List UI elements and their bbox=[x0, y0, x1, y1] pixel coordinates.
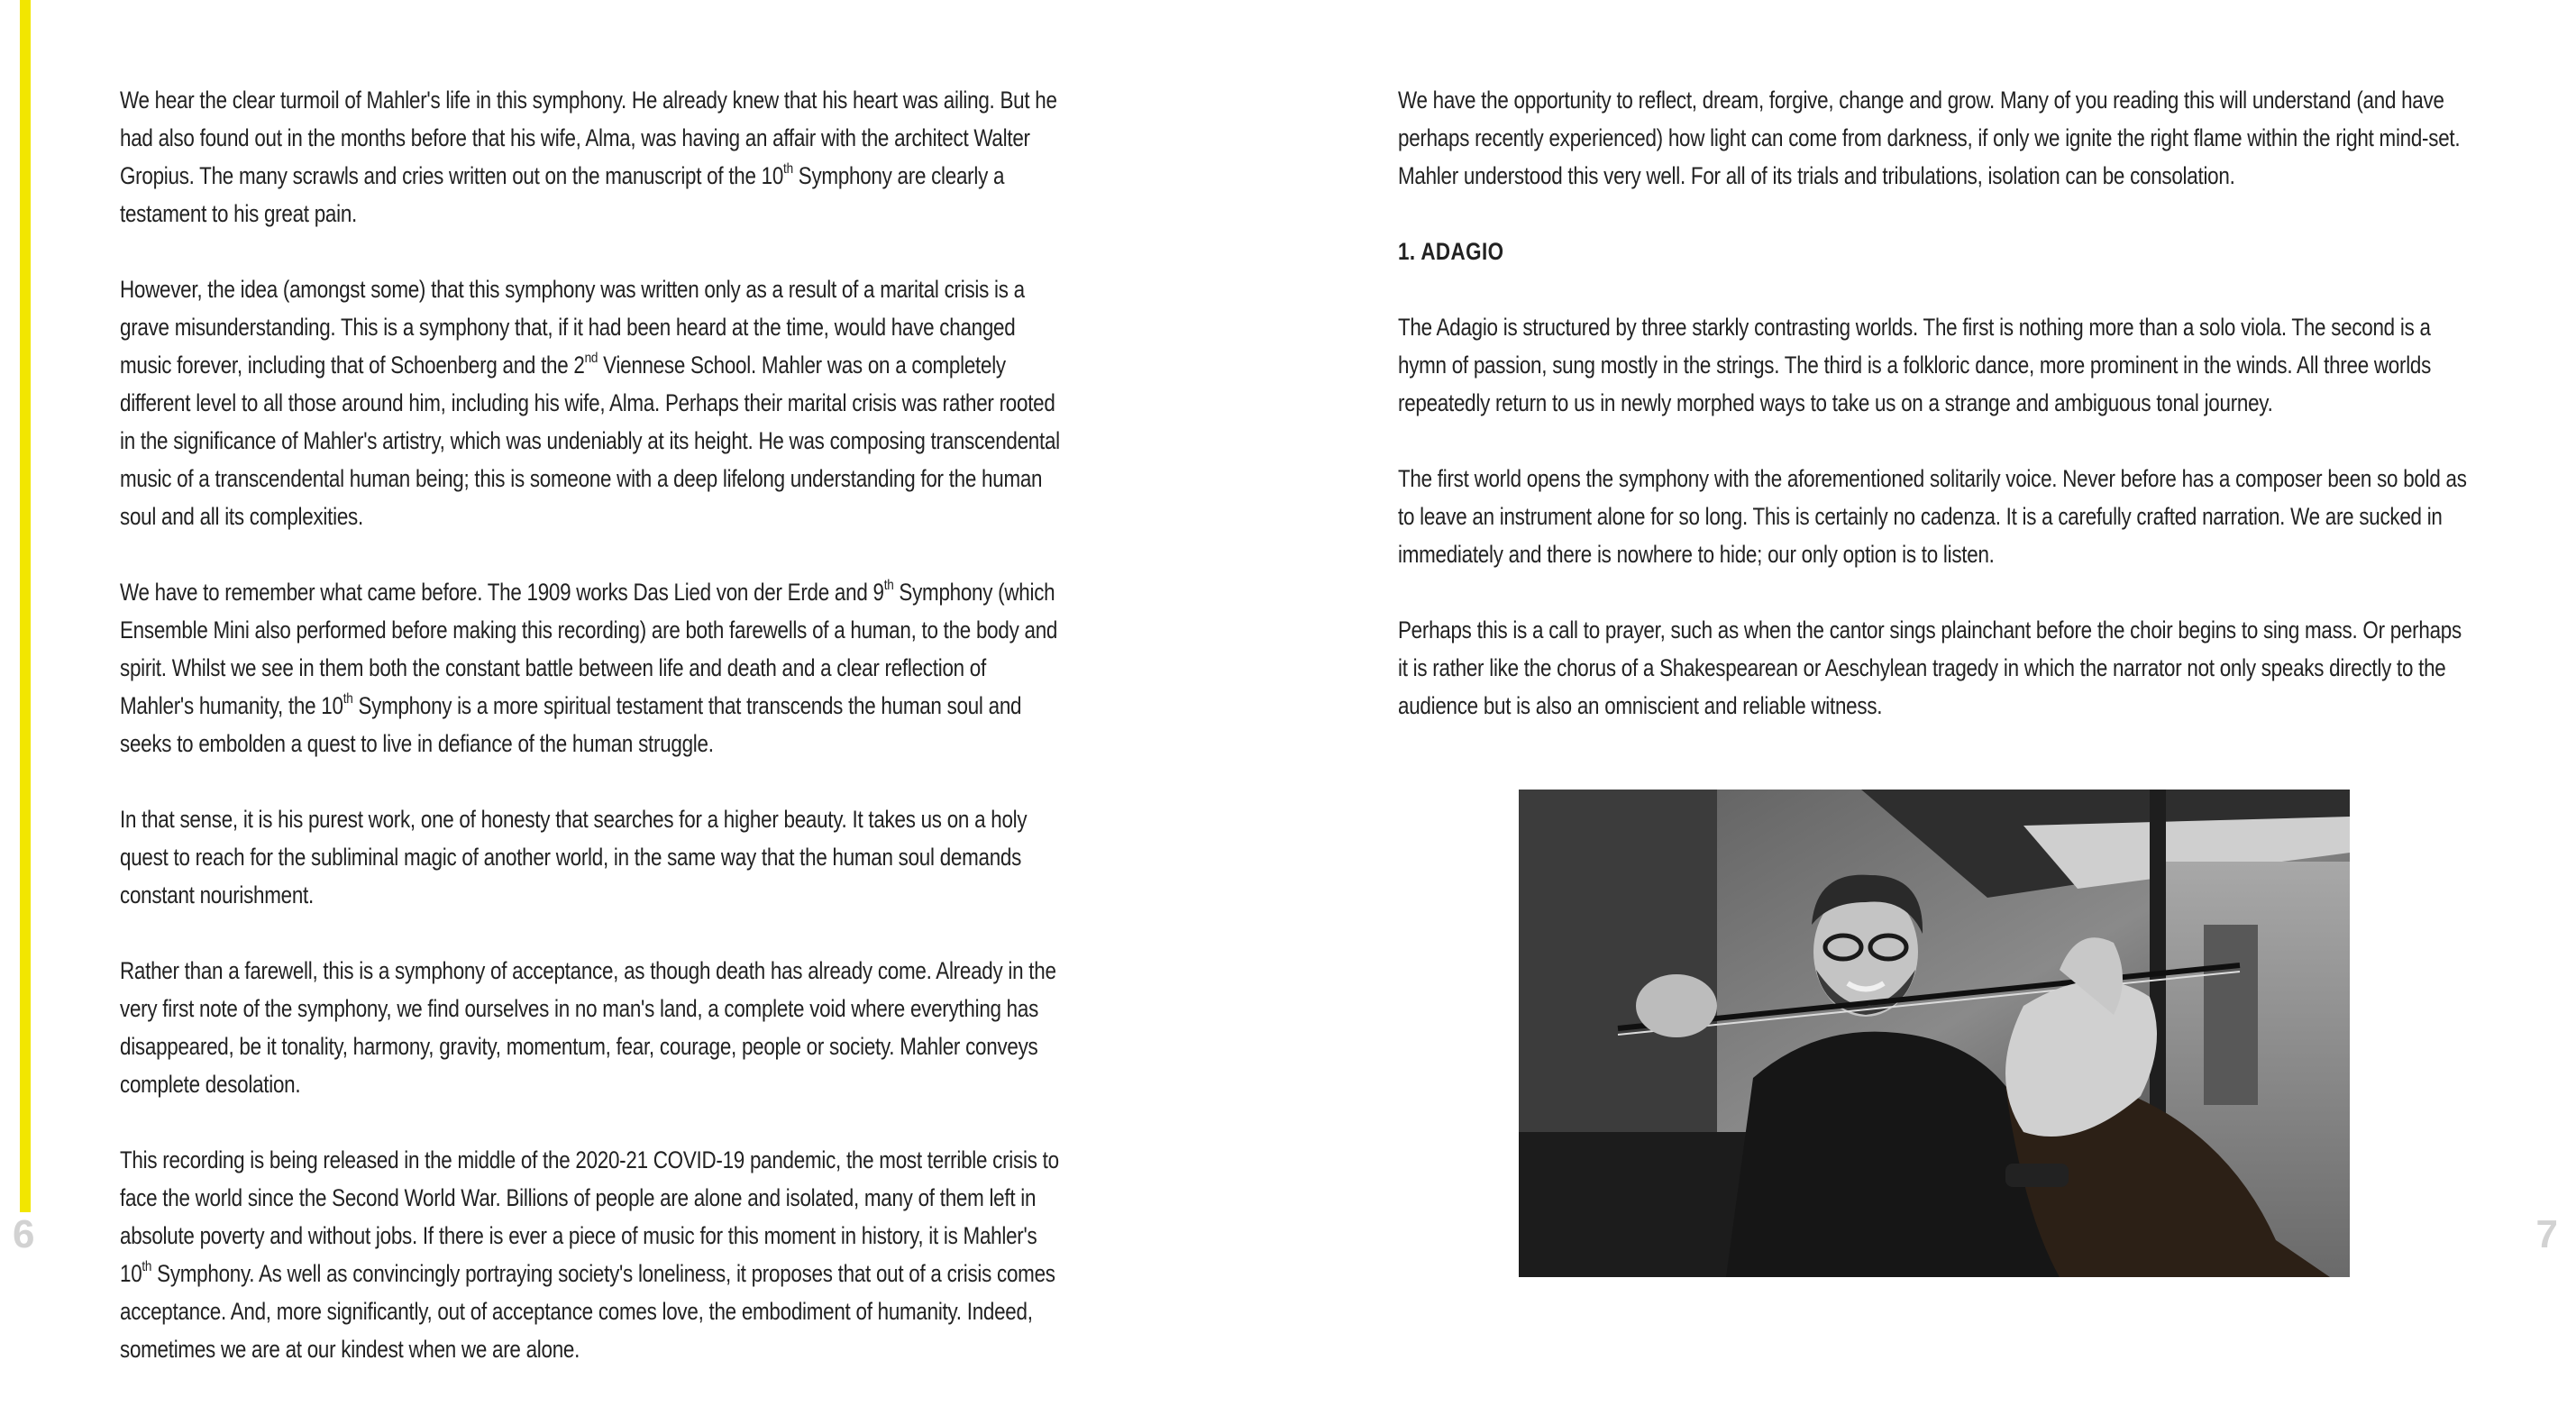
paragraph: Rather than a farewell, this is a symphony of acceptance, as though death has already come. Already in the very first note of the symphony, we find ourselves in no man's land, a complete void where everything has disappeared, be it tonality, harmony, gravity, momentum, fear, courage, people or society. Mahler conveys complete desolation. bbox=[120, 957, 1056, 1098]
page-number-left: 6 bbox=[13, 1212, 35, 1256]
paragraph: The first world opens the symphony with the aforementioned solitarily voice. Never before has a composer been so bold as to leave an instrument alone for so long. This is certainly no cadenza. It is a carefully crafted narration. We are sucked in immediately and there is nowhere to hide; our only option is to listen. bbox=[1398, 465, 2467, 568]
paragraph: However, the idea (amongst some) that this symphony was written only as a result of a marital crisis is a grave misunderstanding. This is a symphony that, if it had been heard at the time, would have changed music forever, including that of Schoenberg and the 2nd Viennese School. Mahler was on a completely different level to all those around him, including his wife, Alma. Perhaps their marital crisis was rather rooted in the significance of Mahler's artistry, which was undeniably at its height. He was composing transcendental music of a transcendental human being; this is someone with a deep lifelong understanding for the human soul and all its complexities. bbox=[120, 276, 1060, 530]
paragraph: The Adagio is structured by three starkly contrasting worlds. The first is nothing more than a solo viola. The second is a hymn of passion, sung mostly in the strings. The third is a folkloric dance, more prominent in the winds. All three worlds repeatedly return to us in newly morphed ways to take us on a strange and ambiguous tonal journey. bbox=[1398, 314, 2432, 416]
section-heading: 1. ADAGIO bbox=[1398, 238, 1504, 265]
paragraph: Perhaps this is a call to prayer, such as when the cantor sings plainchant before the choir begins to sing mass. Or perhaps it is rather like the chorus of a Shakespearean or Aeschylean tragedy in which the narrator not only speaks directly to the audience but is also an omniscient and reliable witness. bbox=[1398, 616, 2462, 719]
paragraph: This recording is being released in the middle of the 2020-21 COVID-19 pandemic, the most terrible crisis to face the world since the Second World War. Billions of people are alone and isolated, many of them left in absolute poverty and without jobs. If there is ever a piece of music for this moment in history, it is Mahler's 10th Symphony. As well as convincingly portraying society's loneliness, it proposes that out of a crisis comes acceptance. And, more significantly, out of acceptance comes love, the embodiment of humanity. Indeed, sometimes we are at our kindest when we are alone. bbox=[120, 1146, 1059, 1363]
yellow-margin-rule bbox=[20, 0, 31, 1212]
violist-photo bbox=[1519, 790, 2350, 1277]
paragraph: We have to remember what came before. The 1909 works Das Lied von der Erde and 9th Symphony (which Ensemble Mini also performed before making this recording) are both farewells of a human, to the body and spirit. Whilst we see in them both the constant battle between life and death and a clear reflection of Mahler's humanity, the 10th Symphony is a more spiritual testament that transcends the human soul and seeks to embolden a quest to live in defiance of the human struggle. bbox=[120, 578, 1058, 757]
page-number-right: 7 bbox=[2535, 1212, 2558, 1256]
right-page-text bbox=[1398, 81, 2471, 762]
paragraph: In that sense, it is his purest work, one of honesty that searches for a higher beauty. It takes us on a holy quest to reach for the subliminal magic of another world, in the same way that the human soul demands constant nourishment. bbox=[120, 806, 1028, 908]
left-page-text bbox=[120, 81, 1064, 1406]
paragraph: We hear the clear turmoil of Mahler's life in this symphony. He already knew that his heart was ailing. But he had also found out in the months before that his wife, Alma, was having an affair with the architect Walter Gropius. The many scrawls and cries written out on the manuscript of the 10th Symphony are clearly a testament to his great pain. bbox=[120, 87, 1057, 227]
paragraph: We have the opportunity to reflect, dream, forgive, change and grow. Many of you reading this will understand (and have perhaps recently experienced) how light can come from darkness, if only we ignite the right flame within the right mind-set. Mahler understood this very well. For all of its trials and tribulations, isolation can be consolation. bbox=[1398, 87, 2461, 189]
